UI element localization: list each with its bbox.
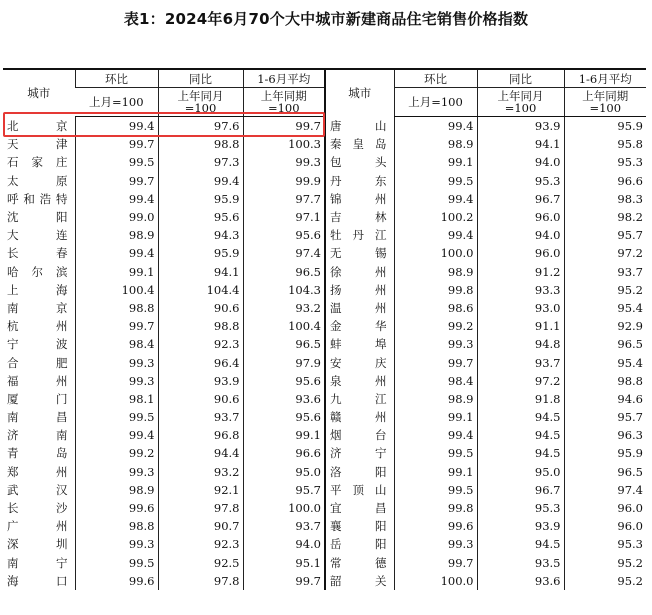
mom-cell: 99.6 xyxy=(75,499,158,517)
subheader-mom-right: 上月=100 xyxy=(394,88,477,117)
mom-cell: 99.4 xyxy=(75,190,158,208)
header-avg-right: 1-6月平均 xyxy=(564,69,646,88)
city-cell: 锦州 xyxy=(325,190,394,208)
avg-cell: 97.7 xyxy=(243,190,325,208)
subheader-mom-left: 上月=100 xyxy=(75,88,158,117)
table-row xyxy=(3,153,646,171)
city-cell: 宜昌 xyxy=(325,499,394,517)
city-cell: 秦皇岛 xyxy=(325,135,394,153)
avg-cell: 96.0 xyxy=(564,517,646,535)
avg-cell: 97.1 xyxy=(243,208,325,226)
avg-cell: 99.1 xyxy=(243,426,325,444)
mom-cell: 99.4 xyxy=(394,226,477,244)
mom-cell: 98.9 xyxy=(394,263,477,281)
yoy-cell: 95.3 xyxy=(477,172,564,190)
city-cell: 金华 xyxy=(325,317,394,335)
avg-cell: 96.3 xyxy=(564,426,646,444)
yoy-cell: 90.7 xyxy=(158,517,243,535)
table-row xyxy=(3,117,646,136)
city-cell: 深圳 xyxy=(7,537,68,552)
yoy-cell: 92.5 xyxy=(158,554,243,572)
avg-cell: 96.0 xyxy=(564,499,646,517)
mom-cell: 99.5 xyxy=(394,444,477,462)
mom-cell: 98.6 xyxy=(394,299,477,317)
avg-cell: 100.3 xyxy=(243,135,325,153)
city-cell: 泉州 xyxy=(325,372,394,390)
city-cell: 长沙 xyxy=(7,501,68,516)
table-body xyxy=(3,117,646,590)
yoy-cell: 93.0 xyxy=(477,299,564,317)
table-row xyxy=(3,335,646,353)
yoy-cell: 91.1 xyxy=(477,317,564,335)
avg-cell: 96.6 xyxy=(564,172,646,190)
header-city-right: 城市 xyxy=(325,69,394,117)
avg-cell: 95.0 xyxy=(243,463,325,481)
city-cell: 九江 xyxy=(325,390,394,408)
city-cell: 广州 xyxy=(7,519,68,534)
avg-cell: 104.3 xyxy=(243,281,325,299)
avg-cell: 95.8 xyxy=(564,135,646,153)
yoy-cell: 93.7 xyxy=(158,408,243,426)
subheader-yoy-left: 上年同月 =100 xyxy=(158,88,243,117)
table-row xyxy=(3,499,646,517)
avg-cell: 96.5 xyxy=(564,335,646,353)
city-cell: 吉林 xyxy=(325,208,394,226)
avg-cell: 100.4 xyxy=(243,317,325,335)
city-cell: 济南 xyxy=(7,428,68,443)
yoy-cell: 93.9 xyxy=(477,517,564,535)
mom-cell: 100.4 xyxy=(75,281,158,299)
mom-cell: 99.1 xyxy=(75,263,158,281)
avg-cell: 95.9 xyxy=(564,444,646,462)
mom-cell: 99.4 xyxy=(75,117,158,136)
yoy-cell: 92.3 xyxy=(158,535,243,553)
yoy-cell: 96.7 xyxy=(477,481,564,499)
city-cell: 常德 xyxy=(325,554,394,572)
table-row xyxy=(3,481,646,499)
yoy-cell: 97.8 xyxy=(158,572,243,590)
avg-cell: 93.7 xyxy=(243,517,325,535)
avg-cell: 93.2 xyxy=(243,299,325,317)
mom-cell: 99.7 xyxy=(75,317,158,335)
city-cell: 平顶山 xyxy=(325,481,394,499)
mom-cell: 99.1 xyxy=(394,153,477,171)
header-city-left: 城市 xyxy=(3,69,75,117)
city-cell: 温州 xyxy=(325,299,394,317)
yoy-cell: 96.4 xyxy=(158,353,243,371)
avg-cell: 98.8 xyxy=(564,372,646,390)
city-cell: 石家庄 xyxy=(7,155,68,170)
mom-cell: 100.0 xyxy=(394,572,477,590)
avg-cell: 99.3 xyxy=(243,153,325,171)
yoy-cell: 90.6 xyxy=(158,390,243,408)
avg-cell: 95.1 xyxy=(243,554,325,572)
yoy-cell: 91.2 xyxy=(477,263,564,281)
avg-cell: 94.0 xyxy=(243,535,325,553)
avg-cell: 97.9 xyxy=(243,353,325,371)
avg-cell: 94.6 xyxy=(564,390,646,408)
avg-cell: 99.7 xyxy=(243,572,325,590)
city-cell: 厦门 xyxy=(7,391,68,406)
header-yoy-left: 同比 xyxy=(158,69,243,88)
price-index-table xyxy=(3,68,646,590)
city-cell: 韶关 xyxy=(325,572,394,590)
yoy-cell: 95.9 xyxy=(158,244,243,262)
city-cell: 郑州 xyxy=(7,464,68,479)
table-row xyxy=(3,517,646,535)
mom-cell: 98.1 xyxy=(75,390,158,408)
table-row xyxy=(3,372,646,390)
city-cell: 唐山 xyxy=(325,117,394,136)
city-cell: 天津 xyxy=(7,137,68,152)
mom-cell: 99.4 xyxy=(75,244,158,262)
mom-cell: 99.4 xyxy=(394,117,477,136)
yoy-cell: 94.1 xyxy=(477,135,564,153)
mom-cell: 99.7 xyxy=(394,353,477,371)
city-cell: 海口 xyxy=(7,573,68,588)
avg-cell: 99.7 xyxy=(243,117,325,136)
mom-cell: 99.4 xyxy=(394,190,477,208)
avg-cell: 96.5 xyxy=(564,463,646,481)
yoy-cell: 95.3 xyxy=(477,499,564,517)
mom-cell: 99.3 xyxy=(75,535,158,553)
city-cell: 牡丹江 xyxy=(325,226,394,244)
table-row xyxy=(3,263,646,281)
table-row xyxy=(3,463,646,481)
city-cell: 哈尔滨 xyxy=(7,264,68,279)
avg-cell: 95.2 xyxy=(564,572,646,590)
yoy-cell: 99.4 xyxy=(158,172,243,190)
city-cell: 赣州 xyxy=(325,408,394,426)
yoy-cell: 94.1 xyxy=(158,263,243,281)
yoy-cell: 94.0 xyxy=(477,226,564,244)
yoy-cell: 94.3 xyxy=(158,226,243,244)
mom-cell: 98.4 xyxy=(75,335,158,353)
table-row xyxy=(3,535,646,553)
mom-cell: 99.4 xyxy=(75,426,158,444)
yoy-cell: 93.5 xyxy=(477,554,564,572)
table-row xyxy=(3,244,646,262)
mom-cell: 99.3 xyxy=(394,335,477,353)
city-cell: 杭州 xyxy=(7,319,68,334)
city-cell: 沈阳 xyxy=(7,210,68,225)
yoy-cell: 92.1 xyxy=(158,481,243,499)
city-cell: 南宁 xyxy=(7,555,68,570)
city-cell: 烟台 xyxy=(325,426,394,444)
city-cell: 南京 xyxy=(7,300,68,315)
yoy-cell: 93.7 xyxy=(477,353,564,371)
mom-cell: 99.4 xyxy=(394,426,477,444)
mom-cell: 98.9 xyxy=(75,481,158,499)
table-row xyxy=(3,317,646,335)
city-cell: 包头 xyxy=(325,153,394,171)
city-cell: 宁波 xyxy=(7,337,68,352)
city-cell: 长春 xyxy=(7,246,68,261)
yoy-cell: 97.6 xyxy=(158,117,243,136)
subheader-avg-left: 上年同期 =100 xyxy=(243,88,325,117)
avg-cell: 98.2 xyxy=(564,208,646,226)
city-cell: 南昌 xyxy=(7,410,68,425)
avg-cell: 97.4 xyxy=(243,244,325,262)
header-mom-left: 环比 xyxy=(75,69,158,88)
yoy-cell: 94.5 xyxy=(477,426,564,444)
city-cell: 洛阳 xyxy=(325,463,394,481)
mom-cell: 99.3 xyxy=(75,353,158,371)
avg-cell: 95.7 xyxy=(564,408,646,426)
mom-cell: 99.6 xyxy=(394,517,477,535)
city-cell: 武汉 xyxy=(7,482,68,497)
yoy-cell: 93.3 xyxy=(477,281,564,299)
city-cell: 安庆 xyxy=(325,353,394,371)
mom-cell: 99.7 xyxy=(394,554,477,572)
yoy-cell: 94.4 xyxy=(158,444,243,462)
yoy-cell: 104.4 xyxy=(158,281,243,299)
mom-cell: 98.9 xyxy=(75,226,158,244)
avg-cell: 95.4 xyxy=(564,299,646,317)
yoy-cell: 97.2 xyxy=(477,372,564,390)
city-cell: 襄阳 xyxy=(325,517,394,535)
yoy-cell: 93.9 xyxy=(158,372,243,390)
table-row xyxy=(3,408,646,426)
subheader-yoy-right: 上年同月 =100 xyxy=(477,88,564,117)
header-mom-right: 环比 xyxy=(394,69,477,88)
table-row xyxy=(3,226,646,244)
mom-cell: 99.2 xyxy=(394,317,477,335)
avg-cell: 95.2 xyxy=(564,554,646,572)
yoy-cell: 97.8 xyxy=(158,499,243,517)
avg-cell: 95.2 xyxy=(564,281,646,299)
avg-cell: 95.7 xyxy=(564,226,646,244)
city-cell: 扬州 xyxy=(325,281,394,299)
mom-cell: 99.1 xyxy=(394,408,477,426)
mom-cell: 98.4 xyxy=(394,372,477,390)
yoy-cell: 94.5 xyxy=(477,408,564,426)
city-cell: 青岛 xyxy=(7,446,68,461)
mom-cell: 99.5 xyxy=(394,481,477,499)
mom-cell: 99.5 xyxy=(394,172,477,190)
yoy-cell: 98.8 xyxy=(158,317,243,335)
table-row xyxy=(3,190,646,208)
avg-cell: 95.4 xyxy=(564,353,646,371)
table-row xyxy=(3,353,646,371)
yoy-cell: 97.3 xyxy=(158,153,243,171)
mom-cell: 99.3 xyxy=(75,372,158,390)
header-avg-left: 1-6月平均 xyxy=(243,69,325,88)
mom-cell: 99.2 xyxy=(75,444,158,462)
mom-cell: 99.7 xyxy=(75,135,158,153)
avg-cell: 95.7 xyxy=(243,481,325,499)
mom-cell: 98.9 xyxy=(394,135,477,153)
mom-cell: 99.8 xyxy=(394,499,477,517)
yoy-cell: 95.9 xyxy=(158,190,243,208)
mom-cell: 99.0 xyxy=(75,208,158,226)
mom-cell: 99.1 xyxy=(394,463,477,481)
mom-cell: 99.3 xyxy=(75,463,158,481)
table-row xyxy=(3,172,646,190)
city-cell: 丹东 xyxy=(325,172,394,190)
yoy-cell: 94.8 xyxy=(477,335,564,353)
city-cell: 福州 xyxy=(7,373,68,388)
yoy-cell: 92.3 xyxy=(158,335,243,353)
yoy-cell: 91.8 xyxy=(477,390,564,408)
yoy-cell: 95.0 xyxy=(477,463,564,481)
yoy-cell: 94.5 xyxy=(477,535,564,553)
city-cell: 济宁 xyxy=(325,444,394,462)
subheader-avg-right: 上年同期 =100 xyxy=(564,88,646,117)
mom-cell: 99.3 xyxy=(394,535,477,553)
city-cell: 蚌埠 xyxy=(325,335,394,353)
avg-cell: 100.0 xyxy=(243,499,325,517)
table-row xyxy=(3,426,646,444)
yoy-cell: 90.6 xyxy=(158,299,243,317)
avg-cell: 93.7 xyxy=(564,263,646,281)
yoy-cell: 94.0 xyxy=(477,153,564,171)
mom-cell: 99.5 xyxy=(75,554,158,572)
avg-cell: 92.9 xyxy=(564,317,646,335)
mom-cell: 98.8 xyxy=(75,517,158,535)
table-row xyxy=(3,281,646,299)
mom-cell: 99.7 xyxy=(75,172,158,190)
city-cell: 岳阳 xyxy=(325,535,394,553)
yoy-cell: 94.5 xyxy=(477,444,564,462)
header-yoy-right: 同比 xyxy=(477,69,564,88)
avg-cell: 95.9 xyxy=(564,117,646,136)
avg-cell: 97.4 xyxy=(564,481,646,499)
city-cell: 上海 xyxy=(7,282,68,297)
city-cell: 北京 xyxy=(7,118,68,133)
table-row xyxy=(3,299,646,317)
mom-cell: 98.9 xyxy=(394,390,477,408)
avg-cell: 95.6 xyxy=(243,408,325,426)
table-row xyxy=(3,390,646,408)
city-cell: 太原 xyxy=(7,173,68,188)
yoy-cell: 96.0 xyxy=(477,244,564,262)
yoy-cell: 96.7 xyxy=(477,190,564,208)
avg-cell: 95.3 xyxy=(564,535,646,553)
table-row xyxy=(3,444,646,462)
mom-cell: 99.6 xyxy=(75,572,158,590)
mom-cell: 98.8 xyxy=(75,299,158,317)
yoy-cell: 93.9 xyxy=(477,117,564,136)
table-title: 表1：2024年6月70个大中城市新建商品住宅销售价格指数 xyxy=(123,10,529,28)
yoy-cell: 95.6 xyxy=(158,208,243,226)
avg-cell: 95.6 xyxy=(243,226,325,244)
city-cell: 大连 xyxy=(7,228,68,243)
yoy-cell: 93.6 xyxy=(477,572,564,590)
avg-cell: 98.3 xyxy=(564,190,646,208)
mom-cell: 99.5 xyxy=(75,153,158,171)
avg-cell: 97.2 xyxy=(564,244,646,262)
table-row xyxy=(3,554,646,572)
mom-cell: 100.0 xyxy=(394,244,477,262)
yoy-cell: 93.2 xyxy=(158,463,243,481)
yoy-cell: 96.8 xyxy=(158,426,243,444)
avg-cell: 95.3 xyxy=(564,153,646,171)
city-cell: 徐州 xyxy=(325,263,394,281)
table-row xyxy=(3,208,646,226)
city-cell: 无锡 xyxy=(325,244,394,262)
mom-cell: 100.2 xyxy=(394,208,477,226)
avg-cell: 96.5 xyxy=(243,263,325,281)
table-row xyxy=(3,572,646,590)
avg-cell: 96.6 xyxy=(243,444,325,462)
avg-cell: 95.6 xyxy=(243,372,325,390)
avg-cell: 96.5 xyxy=(243,335,325,353)
yoy-cell: 98.8 xyxy=(158,135,243,153)
yoy-cell: 96.0 xyxy=(477,208,564,226)
avg-cell: 93.6 xyxy=(243,390,325,408)
avg-cell: 99.9 xyxy=(243,172,325,190)
mom-cell: 99.8 xyxy=(394,281,477,299)
mom-cell: 99.5 xyxy=(75,408,158,426)
table-row xyxy=(3,135,646,153)
city-cell: 合肥 xyxy=(7,355,68,370)
city-cell: 呼和浩特 xyxy=(7,191,68,206)
